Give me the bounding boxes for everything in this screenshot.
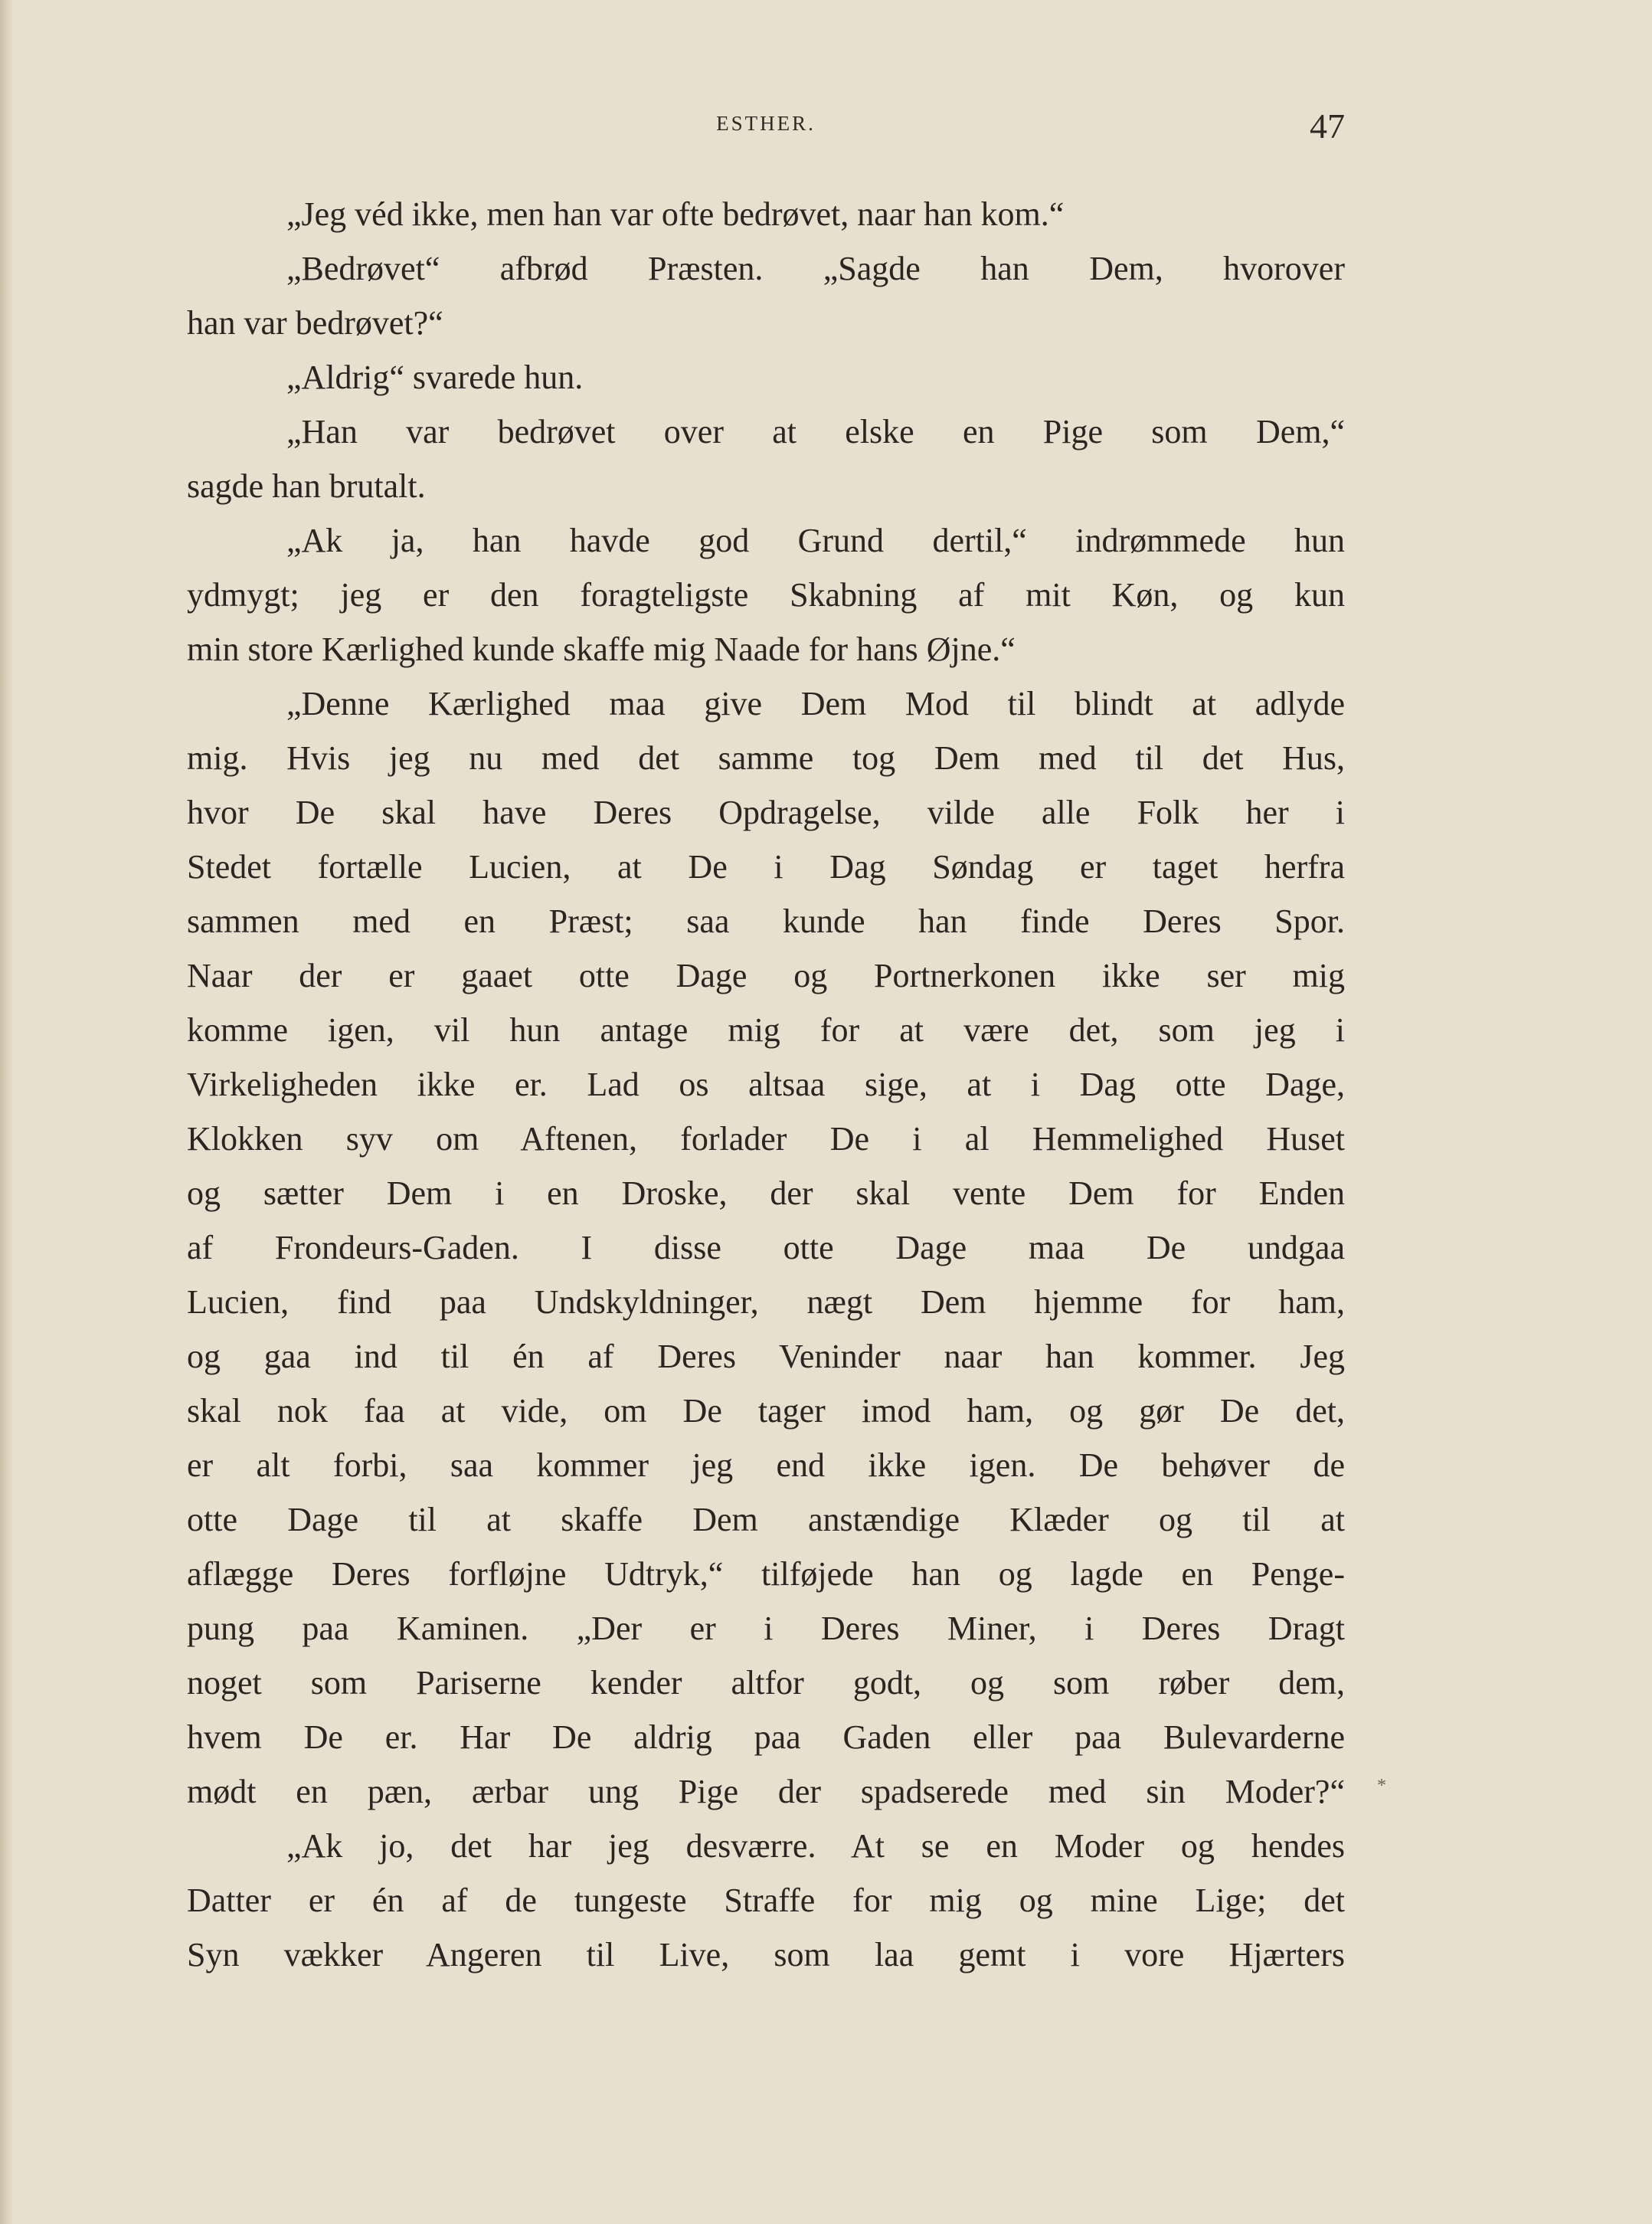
text-line: Stedet fortælle Lucien, at De i Dag Søndag er taget herfra: [187, 848, 1345, 886]
margin-speck-mark: *: [1377, 1776, 1386, 1796]
text-line: „Bedrøvet“ afbrød Præsten. „Sagde han Dem, hvorover: [286, 250, 1345, 287]
text-line: Datter er én af de tungeste Straffe for mig og mine Lige; det: [187, 1882, 1345, 1919]
text-line: er alt forbi, saa kommer jeg end ikke igen. De behøver de: [187, 1446, 1345, 1484]
text-line: Syn vækker Angeren til Live, som laa gemt i vore Hjærters: [187, 1936, 1345, 1973]
text-line: pung paa Kaminen. „Der er i Deres Miner, i Deres Dragt: [187, 1610, 1345, 1647]
text-line: „Jeg véd ikke, men han var ofte bedrøvet, naar han kom.“: [286, 195, 1065, 233]
text-line: „Denne Kærlighed maa give Dem Mod til blindt at adlyde: [286, 685, 1345, 722]
text-line: aflægge Deres forfløjne Udtryk,“ tilføjede han og lagde en Penge-: [187, 1555, 1345, 1593]
text-line: hvem De er. Har De aldrig paa Gaden eller paa Bulevarderne: [187, 1718, 1345, 1756]
text-line: og sætter Dem i en Droske, der skal vente Dem for Enden: [187, 1174, 1345, 1212]
text-line: Virkeligheden ikke er. Lad os altsaa sige, at i Dag otte Dage,: [187, 1066, 1345, 1103]
running-head: ESTHER.: [716, 112, 816, 135]
body-text: [187, 187, 1345, 1982]
text-line: „Ak jo, det har jeg desværre. At se en Moder og hendes: [286, 1827, 1345, 1865]
text-line: han var bedrøvet?“: [187, 304, 443, 342]
text-line: otte Dage til at skaffe Dem anstændige Klæder og til at: [187, 1501, 1345, 1538]
text-line: noget som Pariserne kender altfor godt, og som røber dem,: [187, 1664, 1345, 1702]
text-line: ydmygt; jeg er den foragteligste Skabning af mit Køn, og kun: [187, 576, 1345, 614]
text-line: min store Kærlighed kunde skaffe mig Naade for hans Øjne.“: [187, 631, 1016, 668]
text-line: sagde han brutalt.: [187, 467, 426, 505]
text-line: „Han var bedrøvet over at elske en Pige som Dem,“: [286, 413, 1345, 450]
page-edge: [0, 0, 14, 2224]
text-line: sammen med en Præst; saa kunde han finde Deres Spor.: [187, 902, 1345, 940]
text-line: skal nok faa at vide, om De tager imod ham, og gør De det,: [187, 1392, 1345, 1430]
text-line: Naar der er gaaet otte Dage og Portnerkonen ikke ser mig: [187, 957, 1345, 994]
text-line: „Ak ja, han havde god Grund dertil,“ indrømmede hun: [286, 522, 1345, 559]
text-line: „Aldrig“ svarede hun.: [286, 359, 584, 396]
text-line: mig. Hvis jeg nu med det samme tog Dem med til det Hus,: [187, 739, 1345, 777]
page-header: [187, 106, 1345, 152]
text-line: komme igen, vil hun antage mig for at være det, som jeg i: [187, 1011, 1345, 1049]
text-line: Lucien, find paa Undskyldninger, nægt Dem hjemme for ham,: [187, 1283, 1345, 1321]
text-line: Klokken syv om Aftenen, forlader De i al Hemmelighed Huset: [187, 1120, 1345, 1158]
text-line: af Frondeurs-Gaden. I disse otte Dage maa De undgaa: [187, 1229, 1345, 1266]
page-number: 47: [1310, 106, 1345, 146]
text-line: og gaa ind til én af Deres Veninder naar han kommer. Jeg: [187, 1338, 1345, 1375]
text-line: mødt en pæn, ærbar ung Pige der spadserede med sin Moder?“: [187, 1773, 1345, 1810]
text-line: hvor De skal have Deres Opdragelse, vilde alle Folk her i: [187, 794, 1345, 831]
